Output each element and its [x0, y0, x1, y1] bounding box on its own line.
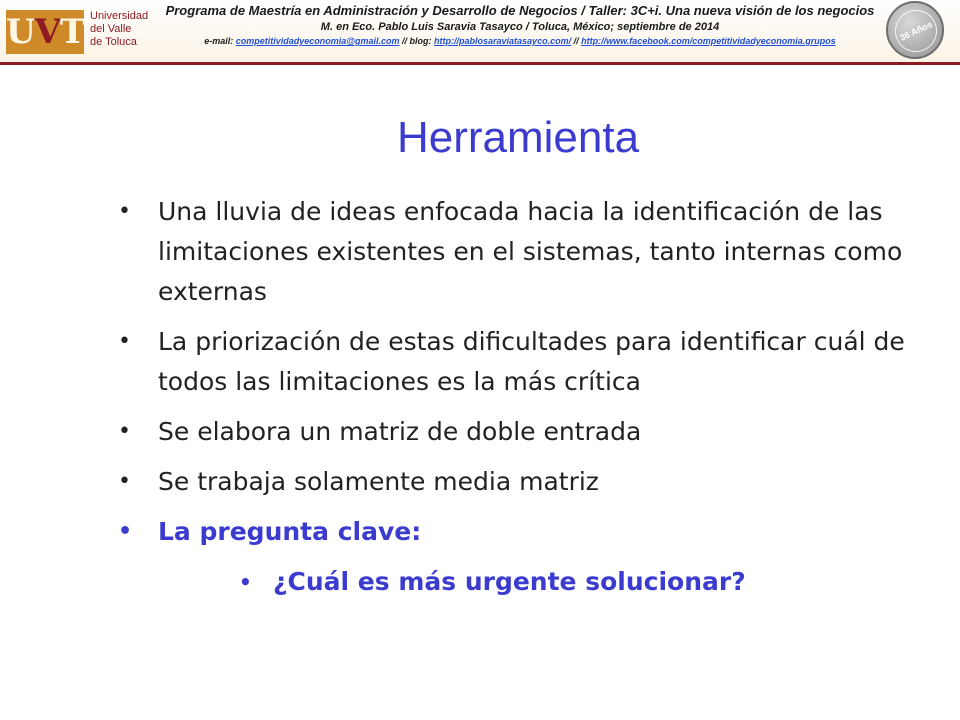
bullet-text: Se trabaja solamente media matriz — [158, 467, 599, 496]
logo-text: Universidad del Valle de Toluca — [90, 10, 149, 48]
bullet-icon: • — [118, 469, 131, 494]
bullet-text: Una lluvia de ideas enfocada hacia la identificación de las limitaciones existentes en el sistemas, tanto internas como externas — [158, 197, 903, 306]
bullet-item — [118, 192, 918, 312]
bullet-icon: • — [118, 519, 133, 544]
program-title: Programa de Maestría en Administración y Desarrollo de Negocios / Taller: 3C+i. Una nueva visión de los negocios — [165, 3, 875, 18]
sub-bullet-item — [118, 562, 918, 602]
bullet-item — [118, 322, 918, 402]
bullet-item — [118, 412, 918, 452]
bullet-icon: • — [118, 199, 131, 224]
sub-bullet-text: ¿Cuál es más urgente solucionar? — [273, 567, 746, 596]
header-bar — [0, 0, 960, 65]
bullet-text: Se elabora un matriz de doble entrada — [158, 417, 642, 446]
sub-bullet-icon: • — [239, 570, 252, 594]
blog-link[interactable]: http://pablosaraviatasayco.com/ — [434, 36, 572, 46]
bullet-icon: • — [118, 329, 131, 354]
header-info — [160, 2, 880, 48]
facebook-link[interactable]: http://www.facebook.com/competitividadyeconomia.grupos — [581, 36, 836, 46]
logo-mark: UVT — [6, 12, 85, 52]
bullet-icon: • — [118, 419, 131, 444]
bullet-item — [118, 462, 918, 502]
badge-text: 36 Años — [898, 19, 934, 43]
bullet-list — [118, 192, 918, 602]
bullet-item-key-question — [118, 512, 918, 552]
email-link[interactable]: competitividadyeconomia@gmail.com — [235, 36, 400, 46]
author-line: M. en Eco. Pablo Luis Saravia Tasayco / Toluca, México; septiembre de 2014 — [320, 21, 720, 33]
uvt-logo — [6, 8, 158, 56]
slide-title: Herramienta — [396, 113, 640, 162]
bullet-text: La priorización de estas dificultades para identificar cuál de todos las limitaciones es la más crítica — [158, 327, 905, 396]
slide-header — [0, 0, 960, 66]
bullet-text: La pregunta clave: — [158, 517, 422, 546]
contact-line: e-mail: competitividadyeconomia@gmail.com // blog: http://pablosaraviatasayco.com/ // http://www.facebook.com/competitividadyeconomia.grupos — [204, 36, 836, 46]
anniversary-badge-icon — [886, 1, 944, 59]
